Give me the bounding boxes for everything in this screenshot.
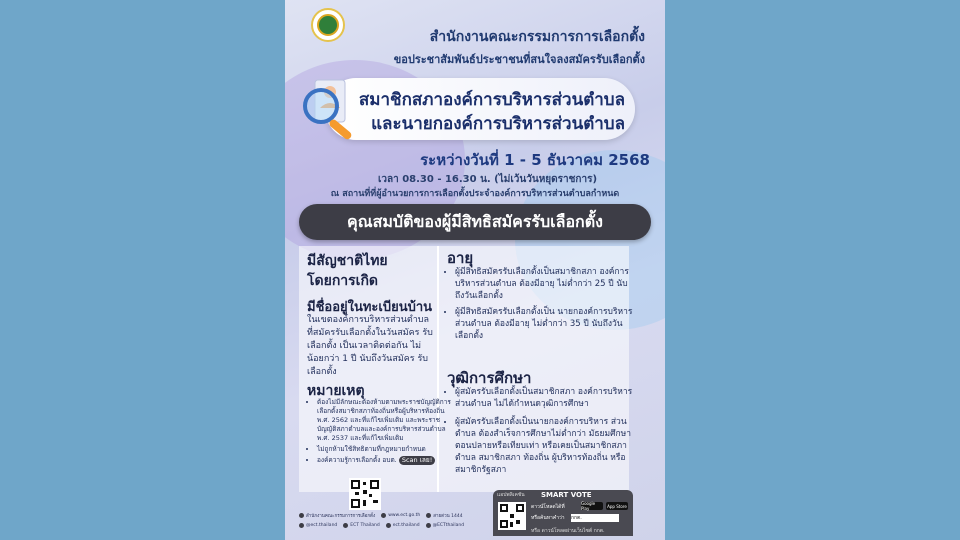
note-item: • ต้องไม่มีลักษณะต้องห้ามตามพระราชบัญญัติการเลือกตั้งสมาชิกสภาท้องถิ่นหรือผู้บริหารท้องถิ่น พ.ศ. 2562 และที่แก้ไขเพิ่มเติม และพระราชบัญญัติสภาตำบลและองค์การบริหารส่วนตำบล พ.ศ. 2537 และที่แก้ไขเพิ่มเติม [317,398,457,443]
poster-content [285,0,665,540]
globe-icon [381,513,386,518]
qr-code-icon[interactable] [498,502,526,530]
venue: ณ สถานที่ที่ผู้อำนวยการการเลือกตั้งประจำองค์การบริหารส่วนตำบลกำหนด [330,189,620,199]
registry-heading: มีชื่ออยู่ในทะเบียนบ้าน [307,300,433,315]
education-heading: วุฒิการศึกษา [447,369,532,387]
subtitle: ขอประชาสัมพันธ์ประชาชนที่สนใจลงสมัครรับเลือกตั้ง [393,53,645,66]
footer [299,512,489,532]
footer-item[interactable]: www.ect.go.th [388,513,421,518]
nationality-line-1: มีสัญชาติไทย [307,253,388,269]
qualifications-heading: คุณสมบัติของผู้มีสิทธิสมัครรับเลือกตั้ง [347,211,603,231]
age-list [443,266,635,346]
ect-logo [311,8,345,42]
age-heading: อายุ [447,249,474,267]
education-item: • ผู้สมัครรับเลือกตั้งเป็นสมาชิกสภา องค์การบริหารส่วนตำบล ไม่ได้กำหนดวุฒิการศึกษา [455,386,645,410]
search-box[interactable]: กกต. [571,514,619,522]
note-item: • ไม่ถูกห้ามใช้สิทธิตามที่กฎหมายกำหนด [317,445,457,454]
website-download-text: หรือ ดาวน์โหลดผ่านเว็บไซต์ กกต. [531,528,605,534]
education-item: • ผู้สมัครรับเลือกตั้งเป็นนายกองค์การบริหาร ส่วนตำบล ต้องสำเร็จการศึกษาไม่ต่ำกว่า มัธยมศึกษาตอนปลายหรือเทียบเท่า หรือเคยเป็นสมาชิกสภาตำบล สมาชิกสภา ท้องถิ่น ผู้บริหารท้องถิ่น หรือสมาชิกรัฐสภา [455,416,645,476]
date-range: ระหว่างวันที่ 1 - 5 ธันวาคม 2568 [420,151,650,169]
footer-item: ECT Thailand [350,523,380,528]
smart-vote-label: แอปพลิเคชัน [497,492,525,498]
smart-vote-title: SMART VOTE [541,491,592,499]
age-item: • ผู้มีสิทธิสมัครรับเลือกตั้งเป็น นายกองค์การบริหารส่วนตำบล ต้องมีอายุ ไม่ต่ำกว่า 35 ปี นับถึงวันเลือกตั้ง [455,306,635,342]
org-name: สำนักงานคณะกรรมการการเลือกตั้ง [429,29,645,45]
phone-icon [426,513,431,518]
nationality-line-2: โดยการเกิด [307,273,379,289]
footer-item: สำนักงานคณะกรรมการการเลือกตั้ง [306,514,376,519]
education-list [443,386,645,482]
footer-item: ect.thailand [392,523,420,528]
instagram-icon [386,523,391,528]
notes-list [303,398,457,467]
scan-badge: Scan เลย! [399,456,436,465]
app-store-badge[interactable]: App Store [607,503,627,509]
title-line-2: และนายกองค์การบริหารส่วนตำบล [371,114,625,134]
note-item-text: องค์ความรู้การเลือกตั้ง อบต. [317,456,397,464]
footer-item: สายด่วน 1444 [433,514,463,519]
title-line-1: สมาชิกสภาองค์การบริหารส่วนตำบล [358,90,625,110]
download-text: ดาวน์โหลดได้ที่ [531,504,565,510]
note-item [317,456,457,465]
notes-heading: หมายเหตุ [307,383,365,399]
tiktok-icon [299,523,304,528]
footer-item: @ECTthailand [432,523,465,528]
registry-text: ในเขตองค์การบริหารส่วนตำบล ที่สมัครรับเลือกตั้งในวันสมัคร รับเลือกตั้ง เป็นเวลาติดต่อกัน ไม่น้อยกว่า 1 ปี นับถึงวันสมัคร รับเลือกตั้ง [307,315,433,377]
footer-item: @ect.thailand [306,523,338,528]
search-label: หรือค้นหาคำว่า [531,515,565,521]
youtube-icon [343,523,348,528]
seal-icon [317,14,339,36]
x-icon [426,523,431,528]
google-play-badge[interactable]: Google Play [581,502,603,510]
facebook-icon [299,513,304,518]
qr-code-icon[interactable] [349,478,381,510]
age-item: • ผู้มีสิทธิสมัครรับเลือกตั้งเป็นสมาชิกสภา องค์การบริหารส่วนตำบล ต้องมีอายุ ไม่ต่ำกว่า 25 ปี นับถึงวันเลือกตั้ง [455,266,635,302]
qualifications-heading-bar [299,204,651,240]
office-hours: เวลา 08.30 - 16.30 น. (ไม่เว้นวันหยุดราชการ) [377,174,598,185]
